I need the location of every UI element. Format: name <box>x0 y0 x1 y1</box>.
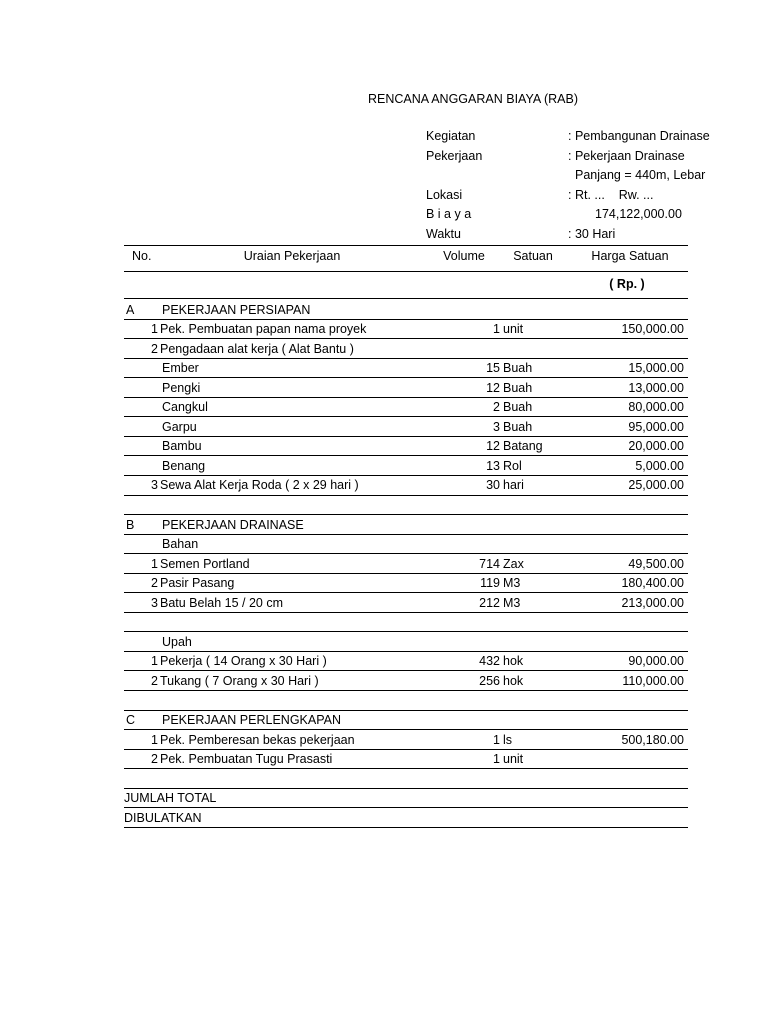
item-number: 2 <box>151 576 158 590</box>
row-border <box>124 358 688 359</box>
item-description: Tukang ( 7 Orang x 30 Hari ) <box>160 674 319 688</box>
row-border <box>124 455 688 456</box>
item-unit: hok <box>503 674 524 688</box>
row-border <box>124 749 688 750</box>
item-price: 20,000.00 <box>628 439 684 453</box>
col-header-uraian: Uraian Pekerjaan <box>243 249 341 263</box>
row-border <box>124 788 688 789</box>
item-number: 3 <box>151 478 158 492</box>
item-volume: 2 <box>493 400 500 414</box>
header-mid-border <box>124 271 688 272</box>
item-number: 1 <box>151 322 158 336</box>
info-value-lokasi: : Rt. ... Rw. ... <box>568 188 654 202</box>
row-border <box>124 612 688 613</box>
item-volume: 256 <box>479 674 500 688</box>
item-price: 180,400.00 <box>621 576 684 590</box>
item-volume: 714 <box>479 557 500 571</box>
item-unit: Rol <box>503 459 522 473</box>
row-border <box>124 475 688 476</box>
item-volume: 12 <box>486 381 500 395</box>
col-header-satuan: Satuan <box>513 249 553 263</box>
header-bottom-border <box>124 298 688 299</box>
item-unit: Buah <box>503 400 533 414</box>
info-value-dimensi: Panjang = 440m, Lebar <box>575 168 706 182</box>
item-price: 13,000.00 <box>628 381 684 395</box>
item-price: 15,000.00 <box>628 361 684 375</box>
item-unit: unit <box>503 322 524 336</box>
item-description: Pengadaan alat kerja ( Alat Bantu ) <box>160 342 354 356</box>
item-description: Pek. Pembuatan papan nama proyek <box>160 322 367 336</box>
row-border <box>124 534 688 535</box>
item-description: Bahan <box>162 537 199 551</box>
item-unit: Zax <box>503 557 524 571</box>
header-top-border <box>124 245 688 246</box>
item-unit: Buah <box>503 420 533 434</box>
item-description: Benang <box>162 459 206 473</box>
row-border <box>124 670 688 671</box>
col-header-harga-unit: ( Rp. ) <box>609 277 645 291</box>
item-number: 2 <box>151 342 158 356</box>
item-volume: 15 <box>486 361 500 375</box>
document-title: RENCANA ANGGARAN BIAYA (RAB) <box>368 92 579 106</box>
row-border <box>124 338 688 339</box>
row-border <box>124 377 688 378</box>
row-border <box>124 436 688 437</box>
row-border <box>124 710 688 711</box>
row-border <box>124 651 688 652</box>
item-price: 25,000.00 <box>628 478 684 492</box>
total-label: DIBULATKAN <box>124 811 202 825</box>
info-block <box>426 128 710 246</box>
item-description: Ember <box>162 361 199 375</box>
item-unit: Buah <box>503 361 533 375</box>
item-description: Pek. Pembuatan Tugu Prasasti <box>160 752 333 766</box>
item-volume: 212 <box>479 596 500 610</box>
item-price: 80,000.00 <box>628 400 684 414</box>
item-volume: 432 <box>479 654 500 668</box>
section-letter: C <box>126 713 136 727</box>
item-description: PEKERJAAN PERSIAPAN <box>162 303 311 317</box>
info-value-pekerjaan: : Pekerjaan Drainase <box>568 149 685 163</box>
item-number: 1 <box>151 654 158 668</box>
row-border <box>124 319 688 320</box>
info-label-pekerjaan: Pekerjaan <box>426 149 483 163</box>
item-unit: Batang <box>503 439 543 453</box>
item-volume: 1 <box>493 752 500 766</box>
item-volume: 119 <box>480 576 500 590</box>
item-volume: 1 <box>493 322 500 336</box>
item-price: 95,000.00 <box>628 420 684 434</box>
row-border <box>124 416 688 417</box>
item-number: 1 <box>151 733 158 747</box>
info-value-biaya: 174,122,000.00 <box>595 207 682 221</box>
info-label-biaya: B i a y a <box>426 207 472 221</box>
row-border <box>124 514 688 515</box>
item-price: 5,000.00 <box>635 459 684 473</box>
row-border <box>124 807 688 808</box>
col-header-harga: Harga Satuan <box>591 249 669 263</box>
total-label: JUMLAH TOTAL <box>124 791 217 805</box>
item-volume: 30 <box>486 478 500 492</box>
item-description: Semen Portland <box>160 557 250 571</box>
item-price: 150,000.00 <box>621 322 684 336</box>
item-price: 500,180.00 <box>621 733 684 747</box>
row-border <box>124 729 688 730</box>
row-border <box>124 397 688 398</box>
item-description: PEKERJAAN PERLENGKAPAN <box>162 713 341 727</box>
item-volume: 12 <box>486 439 500 453</box>
item-description: Pasir Pasang <box>160 576 235 590</box>
row-border <box>124 592 688 593</box>
info-value-waktu: : 30 Hari <box>568 227 616 241</box>
item-unit: Buah <box>503 381 533 395</box>
row-border <box>124 768 688 769</box>
item-description: Upah <box>162 635 192 649</box>
row-border <box>124 495 688 496</box>
item-price: 49,500.00 <box>628 557 684 571</box>
section-letter: B <box>126 518 135 532</box>
item-price: 90,000.00 <box>628 654 684 668</box>
item-number: 3 <box>151 596 158 610</box>
item-description: Pengki <box>162 381 201 395</box>
item-unit: M3 <box>503 576 521 590</box>
item-unit: hari <box>503 478 524 492</box>
item-number: 2 <box>151 674 158 688</box>
item-number: 2 <box>151 752 158 766</box>
col-header-volume: Volume <box>443 249 485 263</box>
row-border <box>124 690 688 691</box>
section-letter: A <box>126 303 135 317</box>
item-description: Cangkul <box>162 400 208 414</box>
item-volume: 3 <box>493 420 500 434</box>
row-border <box>124 827 688 828</box>
item-description: Garpu <box>162 420 197 434</box>
row-border <box>124 553 688 554</box>
item-price: 110,000.00 <box>622 674 684 688</box>
info-value-kegiatan: : Pembangunan Drainase <box>568 129 710 143</box>
item-volume: 1 <box>493 733 500 747</box>
col-header-no: No. <box>132 249 152 263</box>
info-label-lokasi: Lokasi <box>426 188 463 202</box>
item-volume: 13 <box>486 459 500 473</box>
item-price: 213,000.00 <box>621 596 684 610</box>
info-label-waktu: Waktu <box>426 227 461 241</box>
item-unit: hok <box>503 654 524 668</box>
item-number: 1 <box>151 557 158 571</box>
row-border <box>124 631 688 632</box>
row-border <box>124 573 688 574</box>
item-description: Bambu <box>162 439 202 453</box>
item-unit: M3 <box>503 596 521 610</box>
item-description: Pek. Pemberesan bekas pekerjaan <box>160 733 355 747</box>
item-unit: ls <box>503 733 513 747</box>
item-description: Pekerja ( 14 Orang x 30 Hari ) <box>160 654 327 668</box>
item-description: PEKERJAAN DRAINASE <box>162 518 304 532</box>
item-description: Batu Belah 15 / 20 cm <box>160 596 283 610</box>
item-unit: unit <box>503 752 524 766</box>
item-description: Sewa Alat Kerja Roda ( 2 x 29 hari ) <box>160 478 359 492</box>
info-label-kegiatan: Kegiatan <box>426 129 476 143</box>
